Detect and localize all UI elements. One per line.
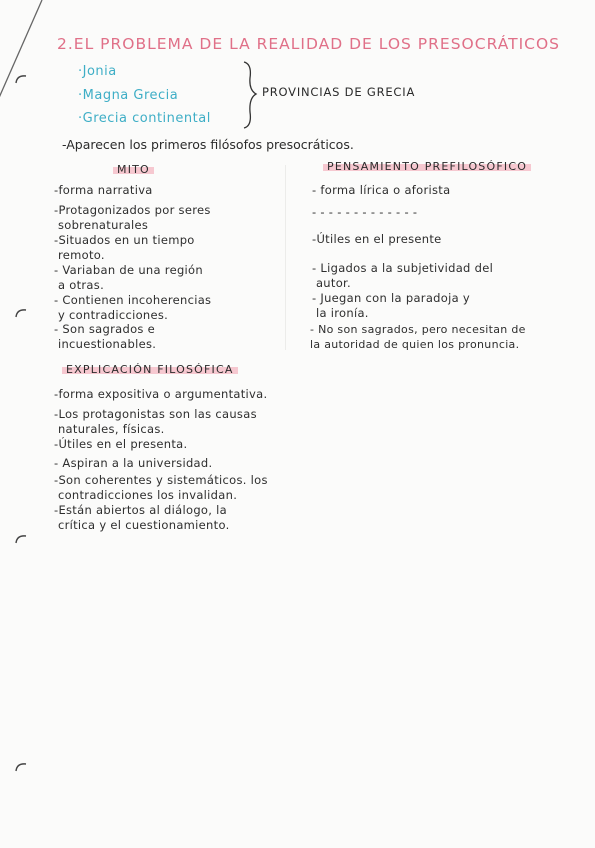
mito-item: -Situados en un tiempo remoto.	[54, 233, 195, 262]
curly-brace-icon	[240, 60, 260, 130]
pensamiento-item: - forma lírica o aforista	[312, 183, 451, 197]
pensamiento-item: - Juegan con la paradoja y la ironía.	[312, 291, 471, 320]
page-title: 2.EL PROBLEMA DE LA REALIDAD DE LOS PRESOCRÁTICOS	[57, 35, 561, 53]
explicacion-item: - Aspiran a la universidad.	[54, 456, 213, 470]
pensamiento-item: - Ligados a la subjetividad del autor.	[312, 261, 494, 290]
provinces-label: PROVINCIAS DE GRECIA	[262, 85, 416, 99]
mito-item: -Protagonizados por seres sobrenaturales	[54, 203, 211, 232]
mito-item: - Contienen incoherencias y contradicciones.	[54, 293, 212, 322]
mito-item: - Variaban de una región a otras.	[54, 263, 203, 292]
pensamiento-item: - No son sagrados, pero necesitan de la autoridad de quien los pronuncia.	[310, 323, 526, 351]
mito-heading: MITO	[113, 163, 154, 176]
margin-line	[0, 0, 54, 110]
explicacion-heading: EXPLICACIÓN FILOSÓFICA	[62, 363, 238, 376]
pensamiento-item: - - - - - - - - - - - - -	[312, 205, 418, 219]
mito-item: - Son sagrados e incuestionables.	[54, 322, 157, 351]
explicacion-item: -forma expositiva o argumentativa.	[54, 387, 268, 401]
punch-hole-icon	[14, 760, 28, 774]
province-item: ·Grecia continental	[78, 111, 211, 126]
explicacion-item: -Los protagonistas son las causas naturales, físicas.	[54, 407, 257, 436]
mito-item: -forma narrativa	[54, 183, 153, 197]
province-item: ·Magna Grecia	[78, 88, 179, 103]
province-item: ·Jonia	[78, 64, 117, 79]
pensamiento-heading: PENSAMIENTO PREFILOSÓFICO	[323, 160, 531, 173]
punch-hole-icon	[14, 72, 28, 86]
explicacion-item: -Útiles en el presenta.	[54, 437, 188, 451]
explicacion-item: -Son coherentes y sistemáticos. los contradicciones los invalidan.	[54, 473, 268, 502]
column-divider	[285, 165, 286, 350]
intro-text: -Aparecen los primeros filósofos presocráticos.	[62, 137, 354, 152]
punch-hole-icon	[14, 306, 28, 320]
explicacion-item: -Están abiertos al diálogo, la crítica y el cuestionamiento.	[54, 503, 230, 532]
punch-hole-icon	[14, 532, 28, 546]
pensamiento-item: -Útiles en el presente	[312, 232, 442, 246]
